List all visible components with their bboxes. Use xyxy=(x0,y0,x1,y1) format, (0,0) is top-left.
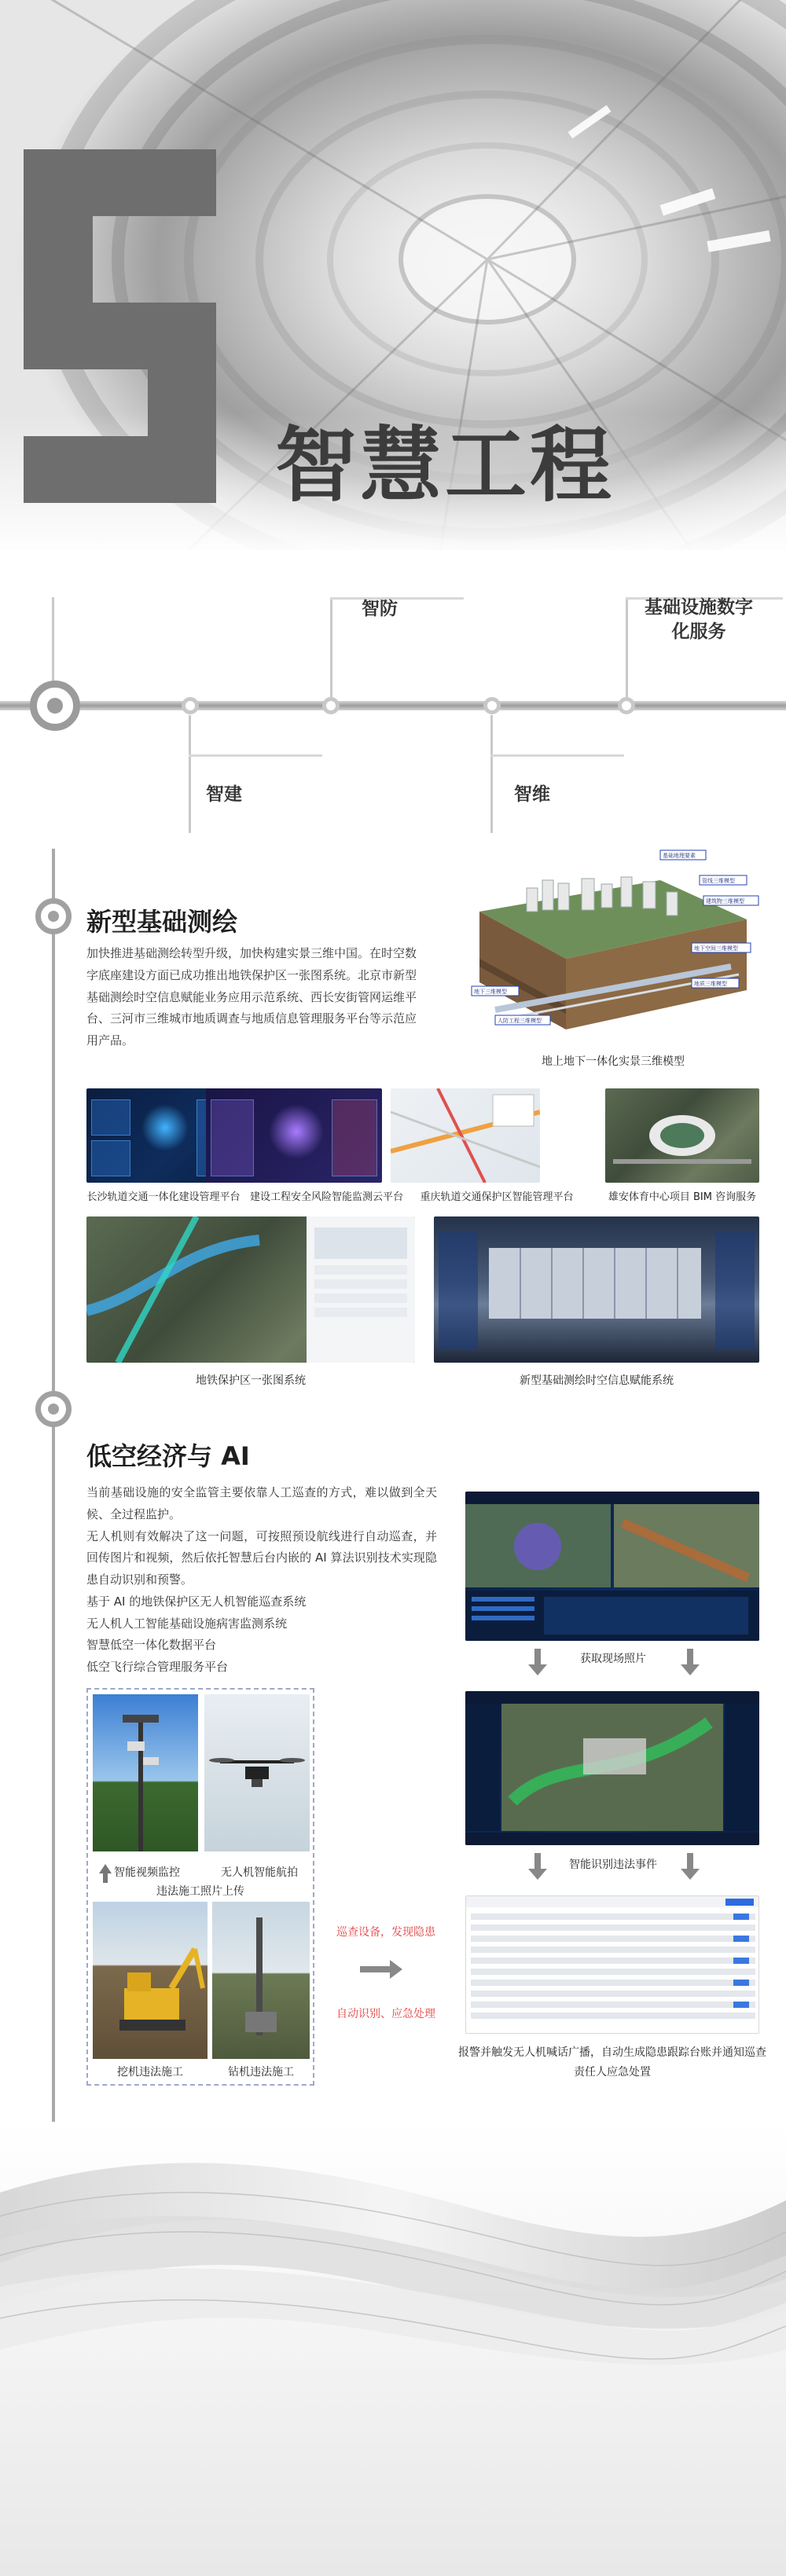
flow-label-find-hazard: 巡查设备，发现隐患 xyxy=(336,1926,435,1939)
arrow-up-icon xyxy=(99,1864,112,1873)
svg-text:建筑物三维模型: 建筑物三维模型 xyxy=(706,898,744,905)
svg-text:基础地理要素: 基础地理要素 xyxy=(663,853,696,859)
section2-paragraph-2: 无人机则有效解决了这一问题，可按照预设航线进行自动巡查，并回传图片和视频，然后依托智慧后台内嵌的 AI 算法识别技术实现隐患自动识别和预警。 xyxy=(86,1528,437,1587)
svg-text:管线三维模型: 管线三维模型 xyxy=(702,878,735,884)
timeline-node-1 xyxy=(182,697,199,714)
dashboard-site-photo xyxy=(465,1492,759,1641)
thumb-metro-protection-map xyxy=(86,1216,415,1363)
timeline-start-node xyxy=(30,681,80,731)
hero-banner xyxy=(0,0,786,550)
caption-video-surveillance: 智能视频监控 xyxy=(114,1866,180,1879)
caption-metro-map: 地铁保护区一张图系统 xyxy=(196,1374,306,1387)
thumb-new-surveying-system xyxy=(434,1216,759,1363)
timeline-label-zhifang: 智防 xyxy=(362,599,398,619)
section2-paragraph-1: 当前基础设施的安全监管主要依靠人工巡查的方式，难以做到全天候、全过程监护。 xyxy=(86,1485,437,1521)
caption-xiongan: 雄安体育中心项目 BIM 咨询服务 xyxy=(608,1191,757,1203)
timeline-node-4 xyxy=(618,697,635,714)
section-title-low-altitude-ai: 低空经济与 AI xyxy=(86,1441,250,1471)
section-dot-2 xyxy=(35,1391,72,1427)
section1-body: 加快推进基础测绘转型升级，加快构建实景三维中国。在时空数字底座建设方面已成功推出地铁保护区一张图系统。北京市新型基础测绘时空信息赋能业务应用示范系统、西长安街管网运维平台、三河市三维城市地质调查与地质信息管理服务平台等示范应用产品。 xyxy=(86,946,417,1048)
step-caption-get-photo: 获取现场照片 xyxy=(580,1653,646,1665)
section2-body xyxy=(86,1482,437,1679)
thumb-risk-cloud-platform xyxy=(206,1088,382,1183)
caption-drill: 钻机违法施工 xyxy=(228,2066,294,2079)
caption-risk-cloud: 建设工程安全风险智能监测云平台 xyxy=(250,1191,404,1203)
photo-drilling-rig xyxy=(212,1902,310,2059)
timeline-label-zhijian: 智建 xyxy=(206,784,242,805)
svg-text:人防工程三维模型: 人防工程三维模型 xyxy=(498,1018,542,1024)
section-title-new-surveying: 新型基础测绘 xyxy=(86,907,238,937)
arrow-right-icon xyxy=(390,1960,402,1979)
page-title: 智慧工程 xyxy=(275,417,615,513)
thumb-chongqing-protection-platform xyxy=(391,1088,540,1183)
timeline-node-2 xyxy=(322,697,340,714)
system-item-3: 智慧低空一体化数据平台 xyxy=(86,1638,217,1653)
integrated-3d-model-image xyxy=(464,849,762,1045)
svg-text:地下空间三维模型: 地下空间三维模型 xyxy=(694,945,738,952)
arrow-down-icon xyxy=(681,1664,700,1675)
arrow-down-icon xyxy=(528,1869,547,1880)
timeline-label-zhiwei: 智维 xyxy=(514,784,550,805)
capability-timeline xyxy=(0,582,786,841)
photo-surveillance-camera xyxy=(93,1694,198,1851)
caption-drone-aerial: 无人机智能航拍 xyxy=(221,1866,298,1879)
caption-changsha: 长沙轨道交通一体化建设管理平台 xyxy=(86,1191,241,1203)
arrow-down-icon xyxy=(528,1664,547,1675)
arrow-down-icon xyxy=(681,1869,700,1880)
system-item-4: 低空飞行综合管理服务平台 xyxy=(86,1660,229,1674)
svg-text:地质三维模型: 地质三维模型 xyxy=(694,981,727,987)
footer-wave-decoration xyxy=(0,2122,786,2576)
timeline-node-3 xyxy=(483,697,501,714)
caption-photo-upload: 违法施工照片上传 xyxy=(156,1885,244,1898)
caption-chongqing: 重庆轨道交通保护区智能管理平台 xyxy=(420,1191,574,1203)
dashboard-violation-recognition xyxy=(465,1691,759,1845)
caption-surveying-system: 新型基础测绘时空信息赋能系统 xyxy=(520,1374,674,1387)
big-number-five xyxy=(0,0,259,550)
system-item-2: 无人机人工智能基础设施病害监测系统 xyxy=(86,1616,288,1631)
caption-excavator: 挖机违法施工 xyxy=(117,2066,183,2079)
timeline-label-infrastructure-digital: 基础设施数字 化服务 xyxy=(645,597,753,643)
step-caption-identify: 智能识别违法事件 xyxy=(569,1859,657,1871)
final-caption: 报警并触发无人机喊话广播，自动生成隐患跟踪台账并通知巡查责任人应急处置 xyxy=(458,2046,766,2079)
flow-label-auto-handle: 自动识别、应急处理 xyxy=(336,2008,435,2020)
model-caption: 地上地下一体化实景三维模型 xyxy=(542,1055,685,1068)
svg-text:地下三维模型: 地下三维模型 xyxy=(474,989,507,995)
section-dot-1 xyxy=(35,898,72,934)
thumb-xiongan-bim xyxy=(605,1088,759,1183)
ledger-table-screenshot xyxy=(465,1895,759,2034)
photo-drone xyxy=(204,1694,310,1851)
timeline-bar xyxy=(0,701,786,710)
photo-excavator xyxy=(93,1902,208,2059)
system-item-1: 基于 AI 的地铁保护区无人机智能巡查系统 xyxy=(86,1594,307,1609)
